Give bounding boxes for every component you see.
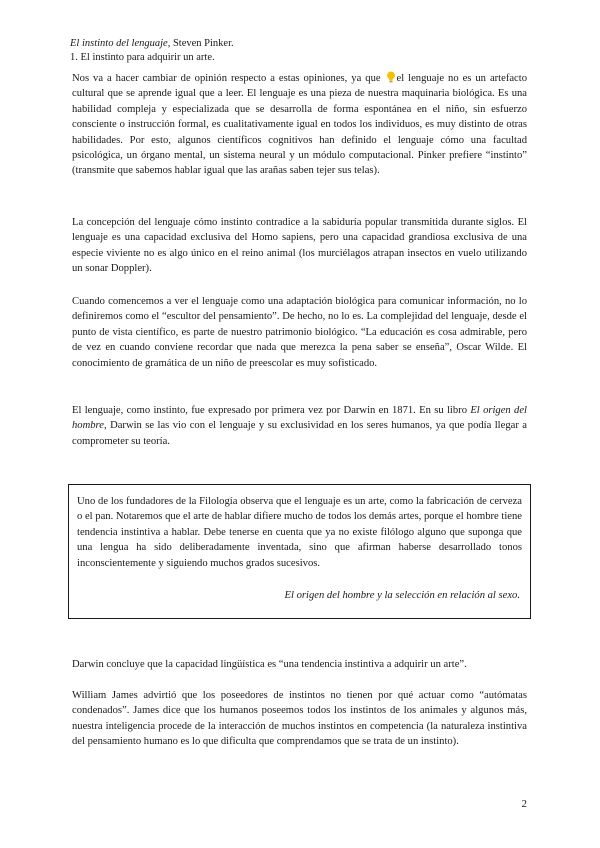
paragraph-intro <box>72 71 527 179</box>
paragraph-intro-text-start: Nos va a hacer cambiar de opinión respecto a estas opiniones, ya que <box>72 73 385 84</box>
paragraph-darwin-conclusion: Darwin concluye que la capacidad lingüística es “una tendencia instintiva a adquirir un arte”. <box>72 659 467 670</box>
paragraph-darwin <box>72 403 527 449</box>
page-number: 2 <box>521 798 527 810</box>
section-heading: 1. El instinto para adquirir un arte. <box>70 52 215 63</box>
header-title-line <box>70 37 540 51</box>
author-name: , Steven Pinker. <box>167 38 234 49</box>
quote-text: Uno de los fundadores de la Filología observa que el lenguaje es un arte, como la fabricación de cerveza o el pan. Notaremos que el arte de hablar difiere mucho de todos los demás artes, porque el hombre tiene tendencia instintiva a hablar. Debe tenerse en cuenta que ya no existe filólogo alguno que suponga que una lengua ha sido deliberadamente inventada, sino que afirman haberse desarrollado tonos inconscientemente y siguiendo muchos grados sucesivos. <box>77 496 522 569</box>
paragraph-darwin-text-end: , Darwin se las vio con el lenguaje y su exclusividad en los seres humanos, ya que podía llegar a comprometer su teoría. <box>72 420 527 447</box>
paragraph-william-james: William James advirtió que los poseedores de instintos no tienen por qué actuar como “autómatas condenados”. James dice que los humanos poseemos todos los instintos de los animales y algunos más, nuestra inteligencia procede de la interacción de muchos instintos en competencia (la naturaleza instintiva del pensamiento humano es lo que dificulta que comprendamos que se trata de un instinto). <box>72 690 527 748</box>
paragraph-instinct-concept: La concepción del lenguaje cómo instinto contradice a la sabiduría popular transmitida durante siglos. El lenguaje es una capacidad exclusiva del Homo sapiens, pero una capacidad grandiosa exclusiva de una especie viviente no es algo único en el reino animal (los murciélagos atrapan insectos en vuelo utilizando un sonar Doppler). <box>72 217 527 275</box>
paragraph-intro-text-end: el lenguaje no es un artefacto cultural que se aprende igual que a leer. El lenguaje es una pieza de nuestra maquinaria biológica. Es una habilidad compleja y especializada que se desarrolla de forma espontánea en el niño, sin esfuerzo consciente o instrucción formal, es cualitativamente igual en todos los individuos, es muy distinto de otras habilidades. Por esto, algunos científicos cognitivos han definido el lenguaje cómo una facultad psicológica, un órgano mental, un sistema neural y un módulo computacional. Pinker prefiere “instinto” (transmite que sabemos hablar igual que las arañas saben tejer sus telas). <box>72 73 527 177</box>
book-reference: El origen del hombre <box>72 405 527 432</box>
quote-source: El origen del hombre y la selección en relación al sexo. <box>284 590 520 601</box>
book-title: El instinto del lenguaje <box>70 38 168 49</box>
lightbulb-icon <box>386 71 396 83</box>
page-header <box>70 37 540 65</box>
paragraph-biological-adaptation: Cuando comencemos a ver el lenguaje como una adaptación biológica para comunicar información, no lo definiremos como el “escultor del pensamiento”. De hecho, no lo es. La complejidad del lenguaje, desde el punto de vista científico, es parte de nuestro patrimonio biológico. “La educación es cosa admirable, pero de vez en cuando conviene recordar que nada que merezca la pena saber se enseña”, Oscar Wilde. El conocimiento de gramática de un niño de preescolar es muy sofisticado. <box>72 296 527 369</box>
paragraph-darwin-text-start: El lenguaje, como instinto, fue expresado por primera vez por Darwin en 1871. En su libro <box>72 405 471 416</box>
quote-box <box>68 484 531 619</box>
